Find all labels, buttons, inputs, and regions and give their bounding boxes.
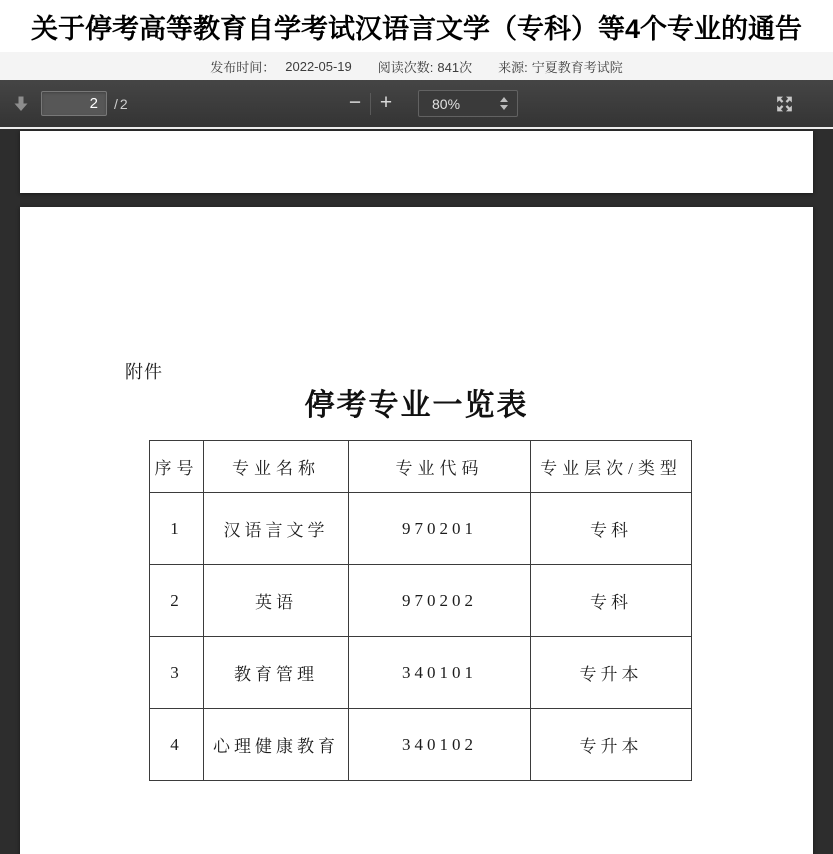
page-number-input[interactable]: [41, 91, 107, 116]
cell-index: 3: [150, 637, 204, 709]
cell-major-level: 专科: [531, 565, 692, 637]
cell-major-level: 专升本: [531, 709, 692, 781]
cell-major-name: 教育管理: [204, 637, 349, 709]
fullscreen-expand-icon: [773, 93, 796, 115]
cell-major-name: 汉语言文学: [204, 493, 349, 565]
source: [498, 57, 623, 76]
zoom-scale-select[interactable]: [418, 90, 518, 117]
cell-major-code: 340101: [349, 637, 531, 709]
article-meta-bar: [0, 52, 833, 80]
download-arrow-icon: [11, 94, 31, 114]
col-header-index: 序号: [150, 441, 204, 493]
table-row: [150, 493, 692, 565]
cell-index: 4: [150, 709, 204, 781]
zoom-scale-value: 80%: [432, 95, 461, 112]
zoom-out-button[interactable]: −: [348, 90, 362, 114]
document-table-title: 停考专业一览表: [304, 389, 529, 422]
col-header-major-name: 专业名称: [204, 441, 349, 493]
publish-time: [210, 57, 352, 76]
publish-time-label: 发布时间：: [210, 59, 276, 75]
publish-time-value: 2022-05-19: [285, 58, 352, 74]
cell-major-level: 专升本: [531, 637, 692, 709]
view-count: [378, 57, 472, 76]
download-button[interactable]: [8, 88, 34, 120]
cell-major-code: 970202: [349, 565, 531, 637]
source-value: 宁夏教育考试院: [531, 59, 623, 75]
table-row: [150, 709, 692, 781]
attachment-label: 附件: [125, 362, 163, 382]
page-title: 关于停考高等教育自学考试汉语言文学（专科）等4个专业的通告: [30, 13, 802, 44]
col-header-major-level: 专业层次/类型: [531, 441, 692, 493]
cell-major-level: 专科: [531, 493, 692, 565]
cell-index: 2: [150, 565, 204, 637]
col-header-major-code: 专业代码: [349, 441, 531, 493]
pdf-toolbar: [0, 80, 833, 129]
select-spinner-icon: [500, 97, 508, 110]
pdf-page-1-bottom: [20, 131, 813, 193]
view-count-label: 阅读次数:: [377, 59, 434, 75]
source-label: 来源:: [498, 59, 528, 75]
cell-major-name: 英语: [204, 565, 349, 637]
suspended-majors-table: [149, 440, 692, 781]
cell-major-name: 心理健康教育: [204, 709, 349, 781]
table-header-row: [150, 441, 692, 493]
fullscreen-button[interactable]: [771, 88, 797, 120]
table-row: [150, 565, 692, 637]
cell-index: 1: [150, 493, 204, 565]
table-row: [150, 637, 692, 709]
article-header: [0, 0, 833, 52]
page-total-label: /2: [114, 95, 130, 112]
pdf-page-2: [20, 207, 813, 854]
cell-major-code: 340102: [349, 709, 531, 781]
view-count-value: 841次: [437, 59, 473, 75]
cell-major-code: 970201: [349, 493, 531, 565]
pdf-viewer-scroll-area[interactable]: [0, 129, 833, 854]
zoom-in-button[interactable]: +: [379, 90, 393, 114]
